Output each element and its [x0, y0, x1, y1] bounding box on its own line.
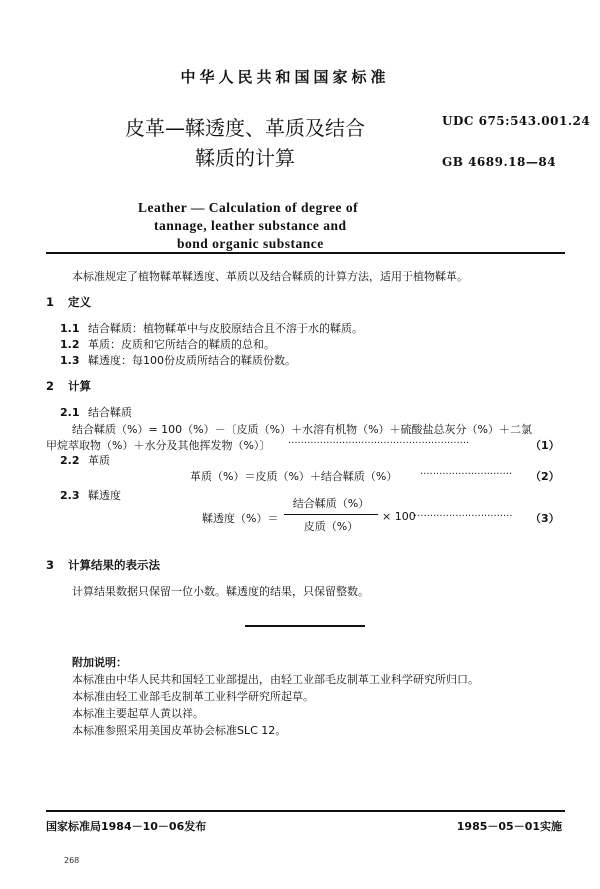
- notes-line: 本标准由轻工业部毛皮制革工业科学研究所起草。: [72, 690, 314, 703]
- section-end-divider: [245, 625, 365, 627]
- leader-dots: ·······························: [414, 511, 513, 522]
- item-text: 结合鞣质：植物鞣革中与皮胶原结合且不溶于水的鞣质。: [88, 322, 363, 335]
- section-1-heading: [46, 294, 91, 310]
- item-number: 1.1: [60, 322, 80, 335]
- subsection-2-3-heading: [60, 487, 121, 503]
- section-number: 2: [46, 379, 55, 393]
- item-text: 鞣透度：每100份皮质所结合的鞣质份数。: [88, 354, 296, 367]
- footer-divider: [46, 810, 565, 812]
- fraction-denominator: 皮质（%）: [303, 520, 359, 533]
- definition-item: [60, 352, 296, 368]
- fraction-numerator: 结合鞣质（%）: [292, 497, 370, 510]
- udc-code: UDC 675:543.001.24: [442, 114, 591, 128]
- effective-date: 1985－05－01实施: [456, 820, 562, 833]
- item-number: 2.3: [60, 489, 80, 502]
- section-2-heading: [46, 378, 91, 394]
- section-title: 计算: [68, 379, 91, 393]
- issued-date: 国家标准局1984－10－06发布: [46, 820, 207, 833]
- intro-text: 本标准规定了植物鞣革鞣透度、革质以及结合鞣质的计算方法，适用于植物鞣革。: [72, 270, 468, 283]
- formula-2: 革质（%）＝皮质（%）＋结合鞣质（%）: [190, 470, 398, 483]
- item-text: 革质：皮质和它所结合的鞣质的总和。: [88, 338, 275, 351]
- item-number: 2.2: [60, 454, 80, 467]
- subsection-2-1-heading: [60, 404, 132, 420]
- formula-1-line2: 甲烷萃取物（%）＋水分及其他挥发物（%）〕: [46, 439, 271, 452]
- title-zh-line1: 皮革—鞣透度、革质及结合: [125, 116, 365, 140]
- formula-3-fraction: [284, 495, 378, 534]
- title-en-line1: Leather — Calculation of degree of: [138, 200, 359, 215]
- leader-dots: ·························································: [288, 438, 470, 449]
- item-title: 鞣透度: [88, 489, 121, 502]
- section-title: 计算结果的表示法: [68, 558, 160, 572]
- item-number: 1.2: [60, 338, 80, 351]
- notes-line: 本标准由中华人民共和国轻工业部提出，由轻工业部毛皮制革工业科学研究所归口。: [72, 673, 479, 686]
- section-number: 3: [46, 558, 55, 572]
- equation-number: （3）: [530, 512, 560, 525]
- notes-title: 附加说明：: [72, 656, 127, 669]
- fraction-bar: [284, 514, 378, 515]
- title-en-line3: bond organic substance: [177, 236, 324, 251]
- definition-item: [60, 336, 275, 352]
- item-title: 革质: [88, 454, 110, 467]
- equation-number: （2）: [530, 470, 560, 483]
- page-number: 268: [64, 856, 80, 865]
- title-en-line2: tannage, leather substance and: [154, 218, 347, 233]
- formula-3-lhs: 鞣透度（%）＝: [202, 512, 279, 525]
- header-divider: [46, 252, 565, 254]
- item-title: 结合鞣质: [88, 406, 132, 419]
- section-title: 定义: [68, 295, 91, 309]
- item-number: 2.1: [60, 406, 80, 419]
- item-number: 1.3: [60, 354, 80, 367]
- formula-1-line1: 结合鞣质（%）= 100（%）－〔皮质（%）＋水溶有机物（%）＋硫酸盐总灰分（%）＋二氯: [72, 423, 532, 436]
- notes-line: 本标准主要起草人黄以祥。: [72, 707, 204, 720]
- subsection-2-2-heading: [60, 452, 110, 468]
- standard-type-heading: 中华人民共和国国家标准: [180, 68, 390, 86]
- definition-item: [60, 320, 363, 336]
- section-3-heading: [46, 557, 160, 573]
- leader-dots: ·····························: [420, 469, 513, 480]
- gb-code: GB 4689.18—84: [442, 155, 557, 169]
- section-3-text: 计算结果数据只保留一位小数。鞣透度的结果，只保留整数。: [72, 585, 369, 598]
- title-zh-line2: 鞣质的计算: [195, 146, 295, 170]
- section-number: 1: [46, 295, 55, 309]
- equation-number: （1）: [530, 439, 560, 452]
- formula-3-rhs: × 100: [382, 510, 416, 523]
- notes-line: 本标准参照采用美国皮革协会标准SLC 12。: [72, 724, 287, 737]
